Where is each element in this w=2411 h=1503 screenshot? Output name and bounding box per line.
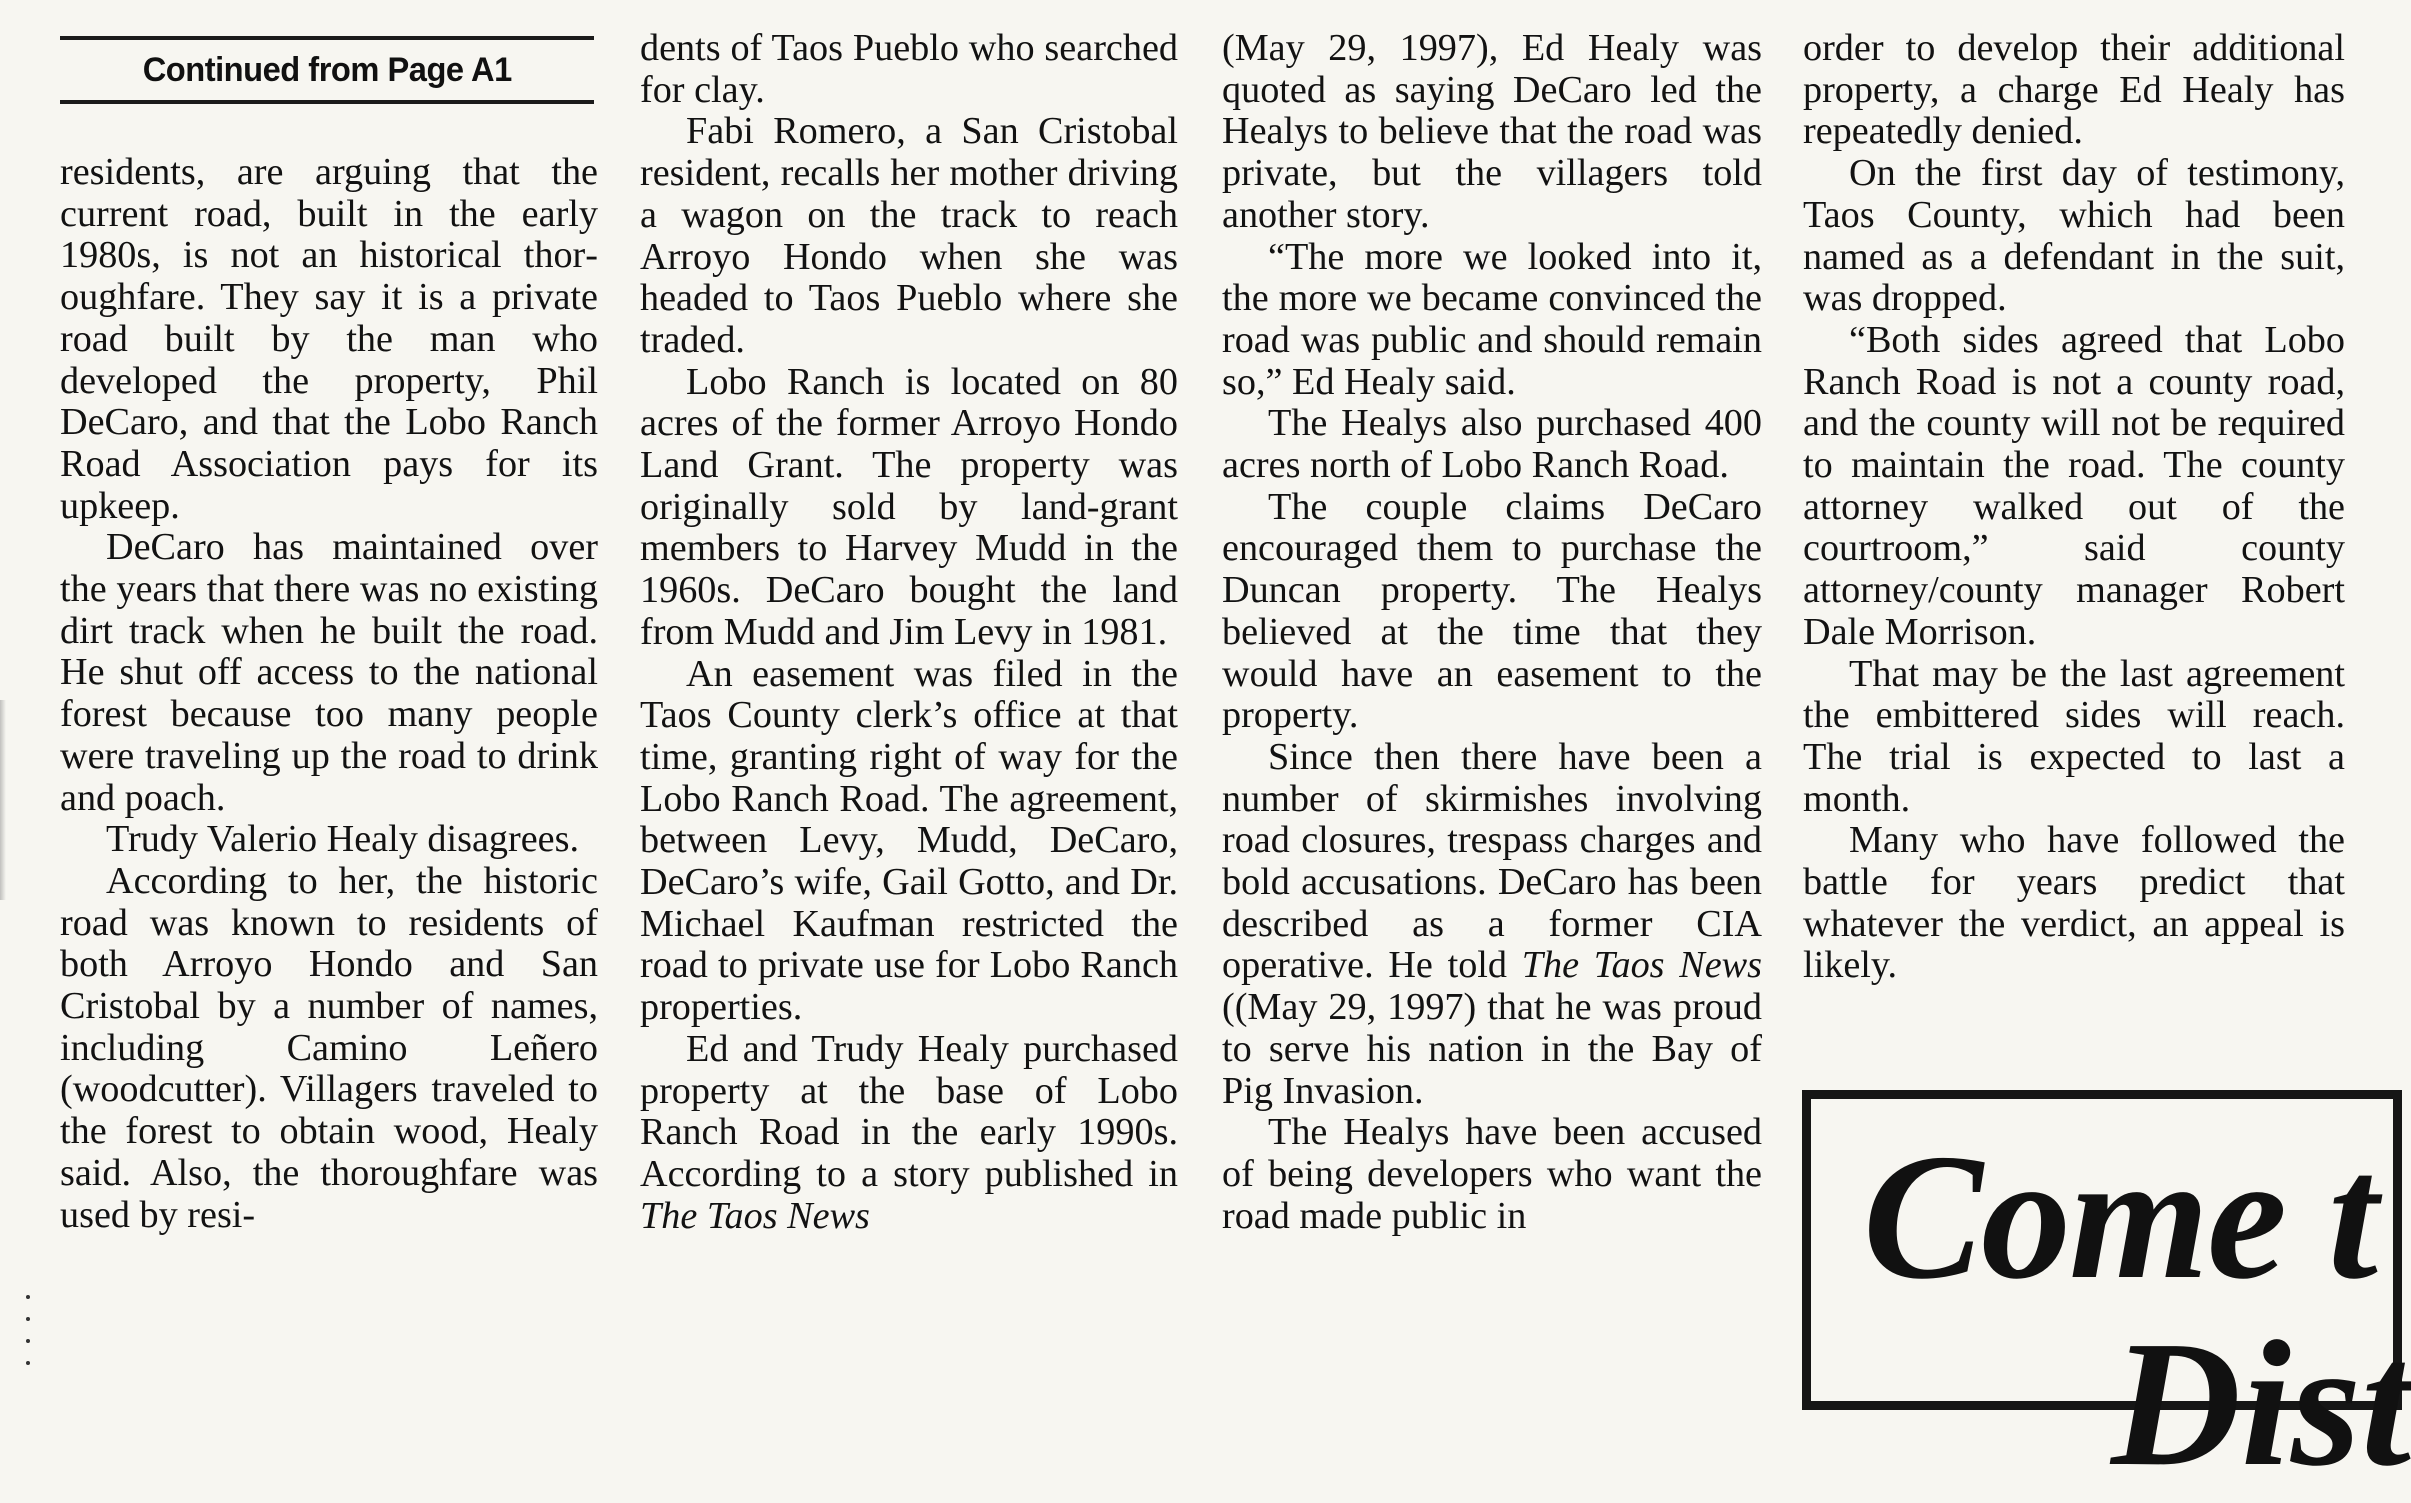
column-1-paragraph-2: DeCaro has maintained over the years that there was no existing dirt track when he built the road. He shut off access to the national forest because too many people were traveling up the road to drink and poach. [60, 526, 598, 819]
publication-title: The Taos News [640, 1194, 870, 1237]
column-2-paragraph-1: dents of Taos Pueblo who searched for clay. [640, 27, 1178, 111]
margin-dot [26, 1317, 30, 1321]
column-1-paragraph-1: residents, are arguing that the current road, built in the early 1980s, is not an historical thoroughfare. They say it is a private road built by the man who developed the property, Phil DeCaro, and that the Lobo Ranch Road Association pays for its upkeep. [60, 151, 598, 527]
column-2-paragraph-5: Ed and Trudy Healy purchased property at the base of Lobo Ranch Road in the early 1990s. According to a story published in The Taos News [640, 1027, 1178, 1237]
page-edge-shadow [0, 700, 6, 900]
advertisement-headline-second-line: Dist [2111, 1304, 2411, 1503]
column-1-paragraph-3: Trudy Valerio Healy disagrees. [106, 818, 580, 861]
column-2-paragraph-2: Fabi Romero, a San Cristobal resident, recalls her mother driving a wagon on the track to reach Arroyo Hondo when she was headed to Taos Pueblo where she traded. [640, 110, 1178, 361]
continued-banner [60, 36, 594, 104]
column-4-paragraph-2: On the first day of testimony, Taos County, which had been named as a defendant in the suit, was dropped. [1803, 152, 2345, 320]
continued-label: Continued from Page A1 [142, 50, 512, 89]
column-4-paragraph-5: Many who have followed the battle for years predict that whatever the verdict, an appeal is likely. [1803, 819, 2345, 987]
publication-title: The Taos News [1521, 944, 1762, 987]
column-3-paragraph-1: (May 29, 1997), Ed Healy was quoted as saying DeCaro led the Healys to believe that the road was private, but the villagers told another story. [1222, 27, 1762, 236]
margin-dots [26, 1295, 32, 1383]
column-3-paragraph-4: The couple claims DeCaro encouraged them to purchase the Duncan property. The Healys believed at the time that they would have an easement to the property. [1222, 485, 1762, 737]
article-column-3 [1222, 28, 1762, 1237]
column-1-paragraph-4: According to her, the historic road was known to residents of both Arroyo Hondo and San Cristobal by a number of names, including Camino Leñero (woodcutter). Villagers traveled to the forest to obtain wood, Healy said. Also, the thoroughfare was used by resi- [60, 859, 598, 1236]
column-2-paragraph-4: An easement was filed in the Taos County clerk’s office at that time, granting right of way for the Lobo Ranch Road. The agreement, between Levy, Mudd, DeCaro, DeCaro’s wife, Gail Gotto, and Dr. Michael Kaufman restricted the road to private use for Lobo Ranch properties. [640, 652, 1178, 1029]
advertisement-box [1802, 1090, 2411, 1503]
advertisement-headline: Come t [1863, 1117, 2376, 1316]
margin-dot [26, 1339, 30, 1343]
column-2-paragraph-3: Lobo Ranch is located on 80 acres of the former Arroyo Hondo Land Grant. The property was originally sold by land-grant members to Harvey Mudd in the 1960s. DeCaro bought the land from Mudd and Jim Levy in 1981. [640, 360, 1178, 653]
column-4-paragraph-1: order to develop their additional property, a charge Ed Healy has repeatedly denied. [1803, 27, 2345, 153]
column-3-paragraph-2: “The more we looked into it, the more we became convinced the road was public and should remain so,” Ed Healy said. [1222, 235, 1762, 403]
column-4-paragraph-4: That may be the last agreement the embittered sides will reach. The trial is expected to last a month. [1803, 652, 2345, 820]
article-column-2 [640, 28, 1178, 1237]
margin-dot [26, 1295, 30, 1299]
column-4-paragraph-3: “Both sides agreed that Lobo Ranch Road is not a county road, and the county will not be required to maintain the road. The county attorney walked out of the courtroom,” said county attorney/county manager Robert Dale Morrison. [1803, 318, 2345, 653]
article-column-4 [1803, 28, 2345, 987]
column-3-paragraph-3: The Healys also purchased 400 acres north of Lobo Ranch Road. [1222, 402, 1762, 487]
column-3-paragraph-6: The Healys have been accused of being developers who want the road made public in [1222, 1111, 1762, 1237]
margin-dot [26, 1361, 30, 1365]
column-3-paragraph-5: Since then there have been a number of skirmishes involving road closures, trespass charges and bold accusations. DeCaro has been described as a former CIA operative. He told The Taos News ((May 29, 1997) that he was proud to serve his nation in the Bay of Pig Invasion. [1222, 735, 1762, 1112]
article-column-1 [60, 152, 598, 1236]
